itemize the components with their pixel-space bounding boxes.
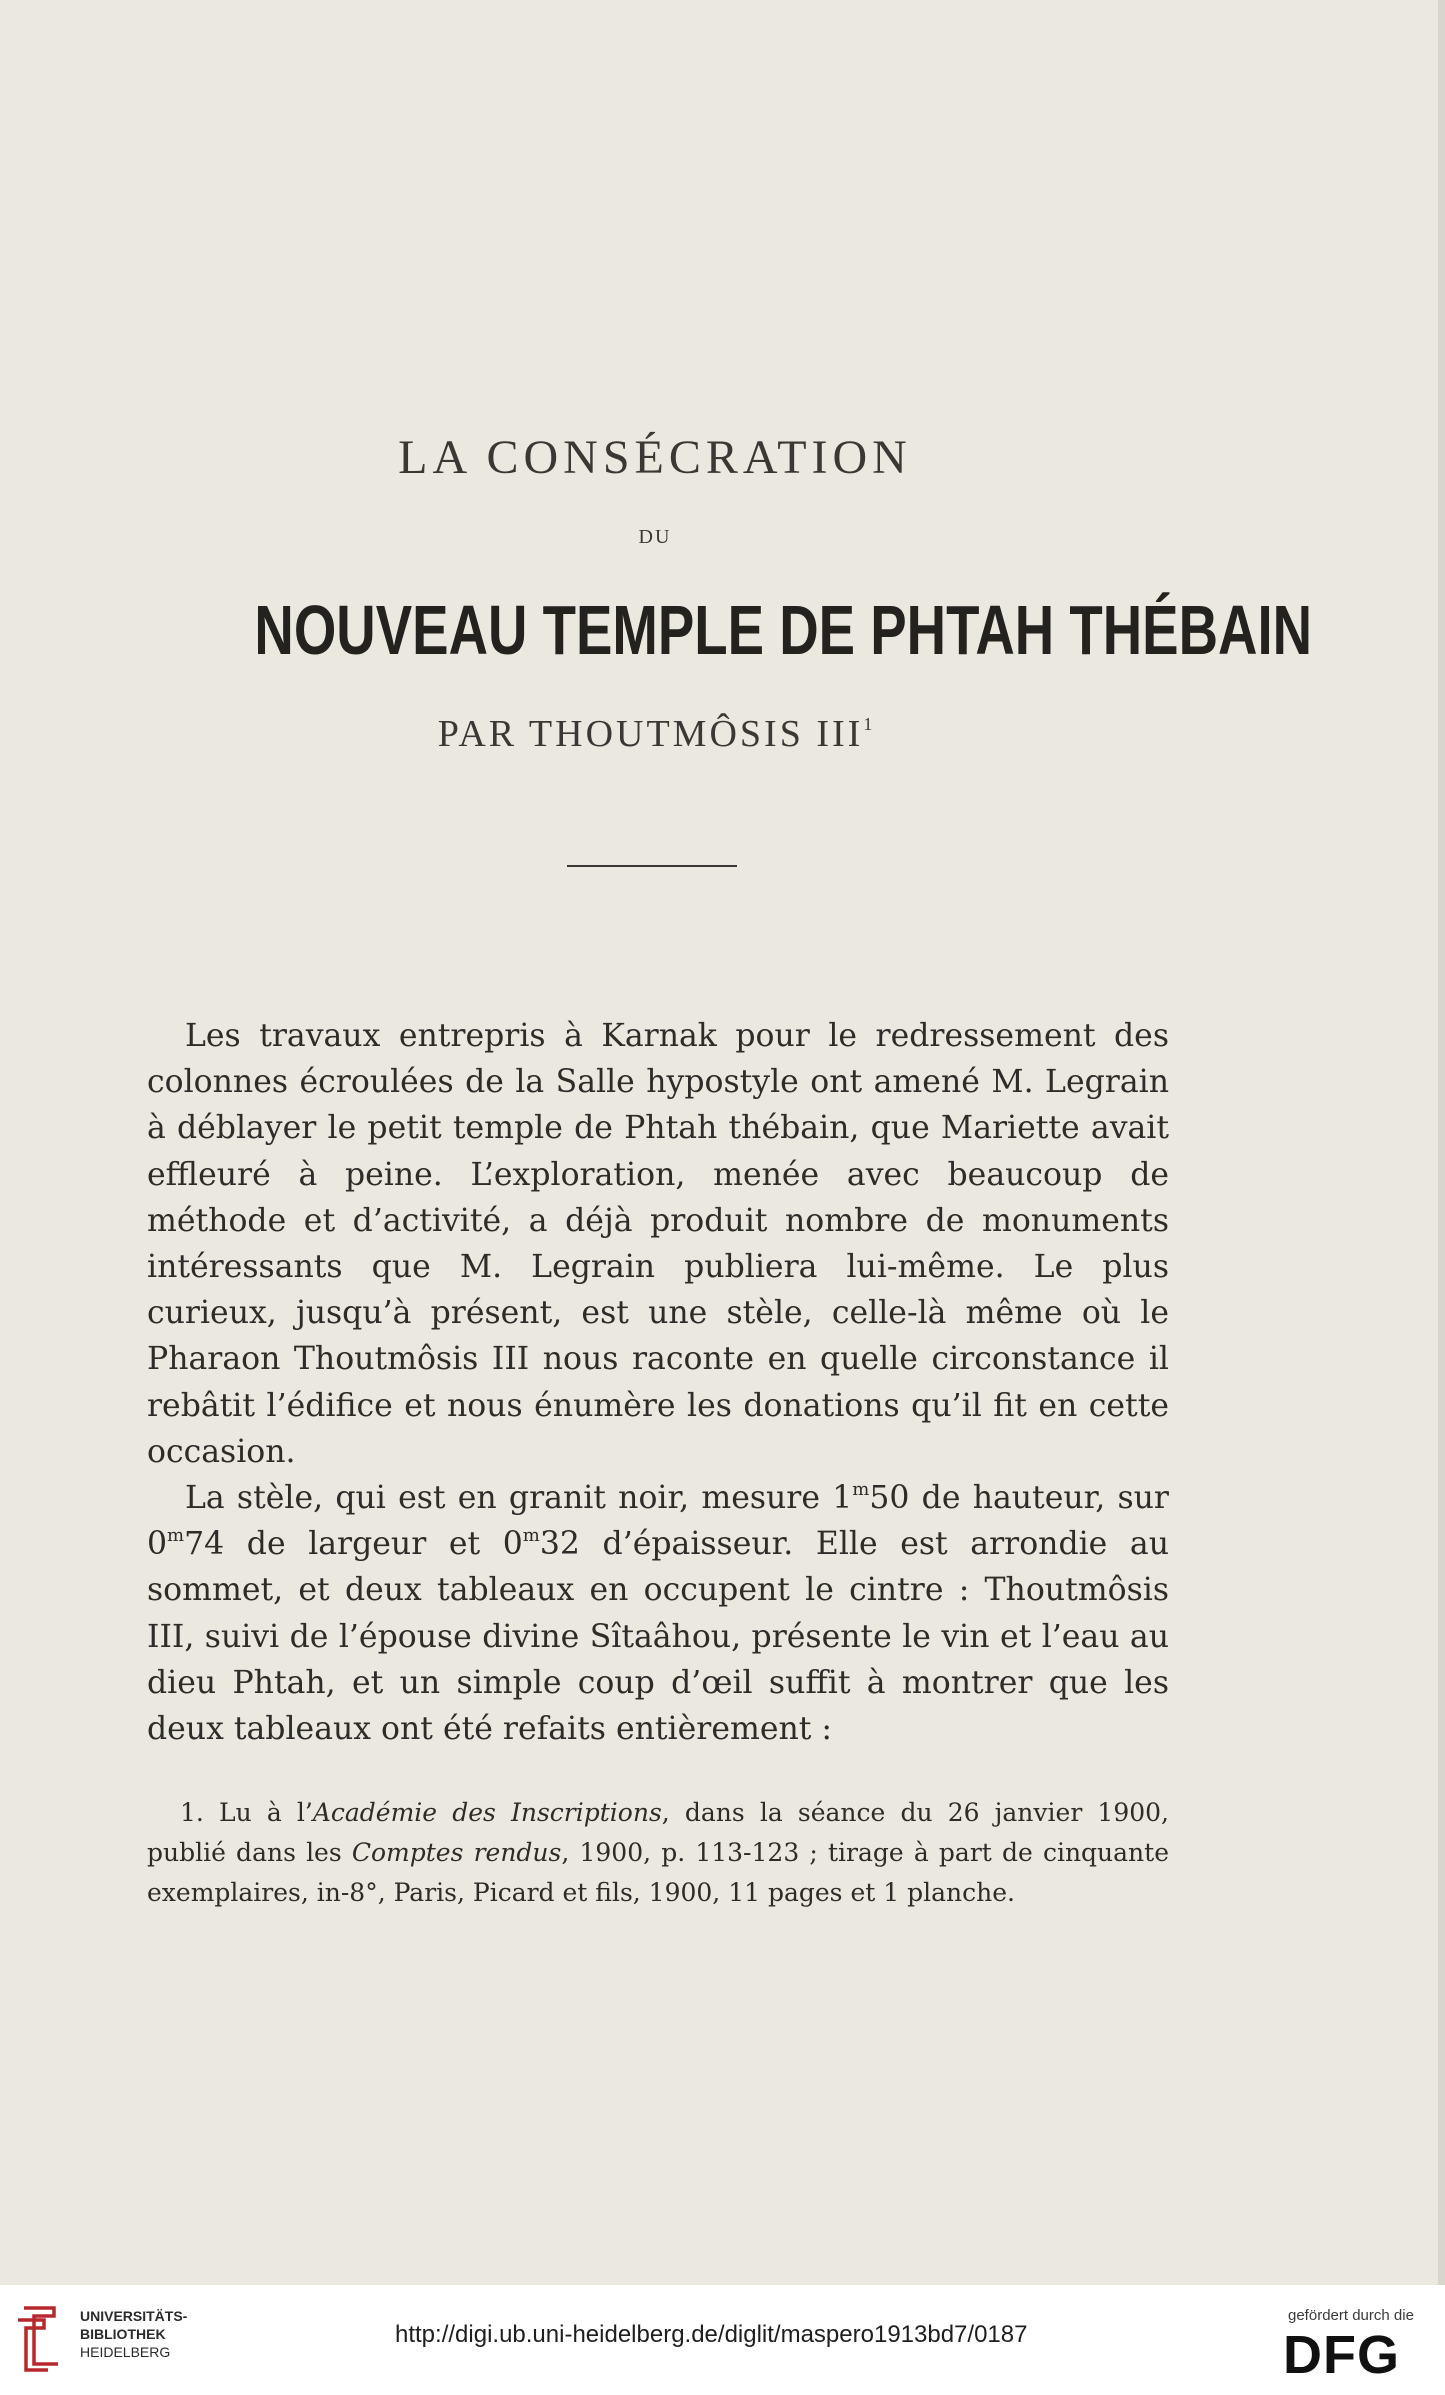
funded-by-label: gefördert durch die <box>1288 2307 1414 2324</box>
body-text <box>147 1013 1169 1752</box>
footnote-academie: Académie des Inscriptions <box>312 1798 662 1827</box>
footnote-part-c: , dans la séance du 26 janvier 1900, publié dans les <box>147 1798 1169 1867</box>
footnote-part-e: , 1900, p. 113-123 ; tirage à part de cinquante exemplaires, in-8°, Paris, Picard et fils, 1900, 11 pages et 1 planche. <box>147 1838 1169 1907</box>
title-line-1: LA CONSÉCRATION <box>398 431 912 484</box>
permalink-url[interactable]: http://digi.ub.uni-heidelberg.de/diglit/maspero1913bd7/0187 <box>395 2321 1028 2348</box>
page-edge <box>1438 0 1445 2285</box>
p2-part-c: 74 de largeur et 0 <box>184 1526 523 1563</box>
university-library-logo-icon <box>14 2304 66 2372</box>
footnote-text <box>147 1793 1169 1913</box>
footnote-ref: 1 <box>863 714 873 734</box>
paragraph-1: Les travaux entrepris à Karnak pour le redressement des colonnes écroulées de la Salle hypostyle ont amené M. Legrain à déblayer le petit temple de Phtah thébain, que Mariette avait effleuré à peine. L’exploration, menée avec beaucoup de méthode et d’activité, a déjà produit nombre de monuments intéressants que M. Legrain publiera lui-même. Le plus curieux, jusqu’à présent, est une stèle, celle-là même où le Pharaon Thoutmôsis III nous raconte en quelle circonstance il rebâtit l’édifice et nous énumère les donations qu’il fit en cette occasion. <box>147 1018 1169 1470</box>
library-name <box>80 2307 187 2361</box>
p2-part-b: 50 de hauteur, sur 0 <box>147 1480 1169 1563</box>
title-du: DU <box>638 526 672 548</box>
footnote-part-a: 1. Lu à l’ <box>180 1798 313 1827</box>
dfg-logo: DFG <box>1283 2325 1400 2385</box>
footnote-comptes-rendus: Comptes rendus <box>351 1838 562 1867</box>
meter-sup-2: m <box>167 1525 185 1547</box>
library-name-line-2: BIBLIOTHEK <box>80 2326 166 2342</box>
paragraph-2 <box>147 1475 1169 1752</box>
subtitle <box>0 712 1310 756</box>
main-title: NOUVEAU TEMPLE DE PHTAH THÉBAIN <box>254 591 1313 669</box>
library-name-line-1: UNIVERSITÄTS- <box>80 2308 188 2324</box>
title-rule <box>567 865 737 867</box>
meter-sup-3: m <box>522 1525 540 1547</box>
subtitle-text: PAR THOUTMÔSIS III <box>437 713 864 755</box>
p2-part-a: La stèle, qui est en granit noir, mesure 1 <box>185 1480 853 1517</box>
meter-sup-1: m <box>852 1479 870 1501</box>
library-name-line-3: HEIDELBERG <box>80 2344 171 2360</box>
p2-part-d: 32 d’épaisseur. Elle est arrondie au sommet, et deux tableaux en occupent le cintre : Thoutmôsis III, suivi de l’épouse divine Sîtaâhou, présente le vin et l’eau au dieu Phtah, et un simple coup d’œil suffit à montrer que les deux tableaux ont été refaits entièrement : <box>147 1526 1169 1748</box>
footnote <box>147 1793 1169 1913</box>
